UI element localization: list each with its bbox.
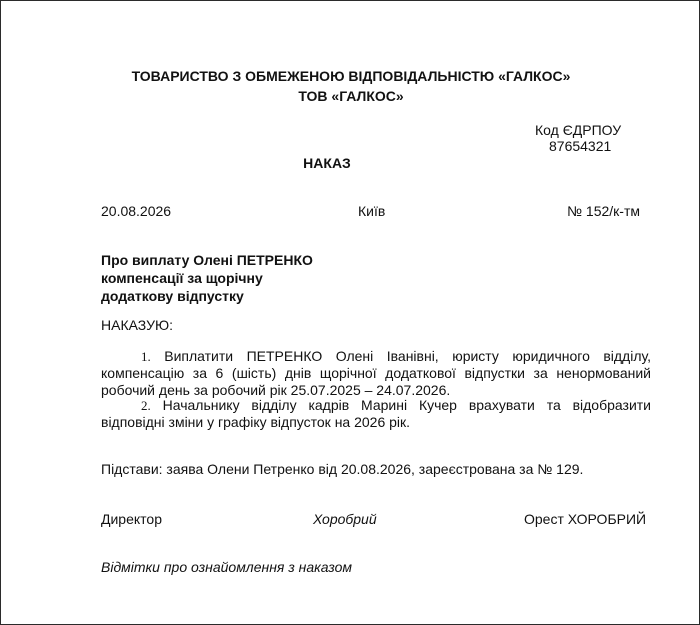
signatory-position: Директор bbox=[101, 511, 162, 527]
document-type-title: НАКАЗ bbox=[303, 155, 351, 171]
edrpou-label: Код ЄДРПОУ bbox=[535, 122, 622, 138]
item-number: 1. bbox=[141, 349, 151, 364]
acknowledgement-note: Відмітки про ознайомлення з наказом bbox=[101, 559, 352, 575]
order-basis: Підстави: заява Олени Петренко від 20.08.2026, зареєстрована за № 129. bbox=[101, 461, 584, 477]
handwritten-signature: Хоробрий bbox=[313, 511, 377, 527]
order-item-2 bbox=[101, 397, 651, 431]
order-number: № 152/к-тм bbox=[567, 203, 640, 219]
company-short-name: ТОВ «ГАЛКОС» bbox=[298, 88, 404, 104]
subject-line: Про виплату Олені ПЕТРЕНКО bbox=[101, 252, 313, 268]
order-subject bbox=[101, 251, 313, 305]
order-directive: НАКАЗУЮ: bbox=[101, 317, 174, 333]
order-city: Київ bbox=[358, 203, 386, 219]
order-date: 20.08.2026 bbox=[101, 203, 172, 219]
subject-line: компенсації за щорічну bbox=[101, 270, 263, 286]
order-item-1 bbox=[101, 348, 651, 399]
item-number: 2. bbox=[141, 398, 151, 413]
signatory-name: Орест ХОРОБРИЙ bbox=[524, 511, 647, 527]
item-text: Виплатити ПЕТРЕНКО Олені Іванівні, юристу юридичного відділу, компенсацію за 6 (шість) днів щорічної додаткової відпустки за ненормований робочий день за робочий рік 25.07.2025 – 24.07.2026. bbox=[101, 348, 651, 398]
subject-line: додаткову відпустку bbox=[101, 288, 244, 304]
company-full-name: ТОВАРИСТВО З ОБМЕЖЕНОЮ ВІДПОВІДАЛЬНІСТЮ «ГАЛКОС» bbox=[131, 68, 571, 84]
item-text: Начальнику відділу кадрів Марині Кучер врахувати та відобразити відповідні зміни у графіку відпусток на 2026 рік. bbox=[101, 397, 651, 430]
edrpou-value: 87654321 bbox=[549, 138, 612, 154]
